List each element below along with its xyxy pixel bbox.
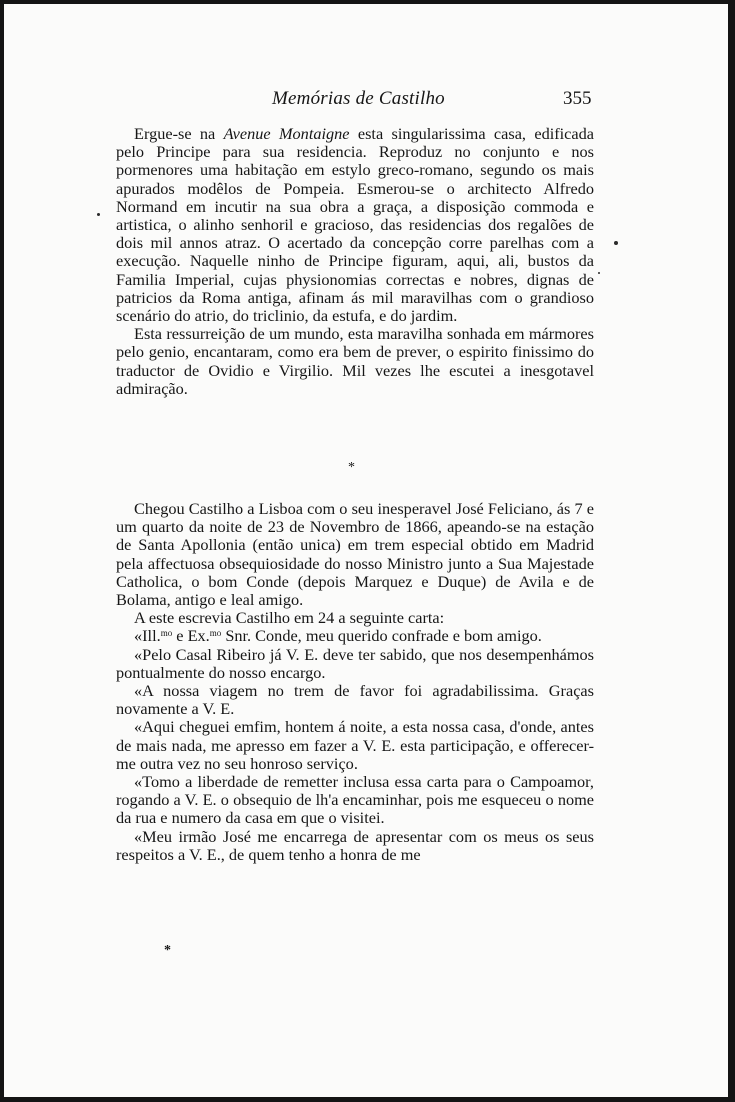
paragraph: Ergue-se na Avenue Montaigne esta singularissima casa, edificada pelo Principe para sua residencia. Reproduz no conjunto e nos pormenores uma habitação em estylo greco-romano, segundo os mais apurados modêlos de Pompeia. Esmerou-se o architecto Alfredo Normand em incutir na sua obra a graça, a disposição commoda e artistica, o alinho senhoril e gracioso, das residencias dos regalões de dois mil annos atraz. O acertado da concepção corre parelhas com a execução. Naquelle ninho de Principe figuram, aqui, ali, bustos da Familia Imperial, cujas physionomias correctas e nobres, dignas de patricios da Roma antiga, afinam ás mil maravilhas com o grandioso scenário do atrio, do triclinio, da estufa, e do jardim. xyxy=(116,124,594,326)
paragraph: A este escrevia Castilho em 24 a seguinte carta: xyxy=(134,608,445,628)
scan-border-right xyxy=(728,0,735,1102)
section-separator: * xyxy=(348,460,355,475)
running-title: Memórias de Castilho xyxy=(272,88,445,109)
letter-paragraph: «Pelo Casal Ribeiro já V. E. deve ter sabido, que nos desempenhámos pontualmente do nosso encargo. xyxy=(116,644,594,682)
section-lisbon-letter xyxy=(116,500,594,864)
letter-salutation: «Ill.$^{mo}$ e Ex.$^{mo}$ Snr. Conde, meu querido confrade e bom amigo. xyxy=(134,626,542,646)
letter-paragraph: «Aqui cheguei emfim, hontem á noite, a esta nossa casa, d'onde, antes de mais nada, me apresso em fazer a V. E. esta participação, e offerecer-me outra vez no seu honroso serviço. xyxy=(116,717,594,773)
scan-speck xyxy=(598,272,600,274)
letter-paragraph: «Tomo a liberdade de remetter inclusa essa carta para o Campoamor, rogando a V. E. o obsequio de lh'a encaminhar, pois me esqueceu o nome da rua e numero da casa em que o visitei. xyxy=(116,772,594,828)
signature-mark: * xyxy=(164,943,171,958)
paragraph: Chegou Castilho a Lisboa com o seu inesperavel José Feliciano, ás 7 e um quarto da noite de 23 de Novembro de 1866, apeando-se na estação de Santa Apollonia (então unica) em trem especial obtido em Madrid pela affectuosa obsequiosidade do nosso Ministro junto a Sua Majestade Catholica, o bom Conde (depois Marquez e Duque) de Avila e de Bolama, antigo e leal amigo. xyxy=(116,499,594,610)
scan-border-left xyxy=(0,0,4,1102)
scan-speck xyxy=(97,213,100,216)
scan-border-bottom xyxy=(0,1097,735,1102)
letter-paragraph: «Meu irmão José me encarrega de apresentar com os meus os seus respeitos a V. E., de quem tenho a honra de me xyxy=(116,826,594,864)
paragraph: Esta ressurreição de um mundo, esta maravilha sonhada em mármores pelo genio, encantaram, como era bem de prever, o espirito finissimo do traductor de Ovidio e Virgilio. Mil vezes lhe escutei a inesgotavel admiração. xyxy=(116,324,594,398)
scan-border-top xyxy=(0,0,735,4)
letter-paragraph: «A nossa viagem no trem de favor foi agradabilissima. Graças novamente a V. E. xyxy=(116,681,594,719)
scan-speck xyxy=(614,241,618,245)
italic-place-name: Avenue Montaigne xyxy=(223,124,350,143)
section-avenue-montaigne xyxy=(116,125,594,398)
page-number: 355 xyxy=(563,88,592,109)
